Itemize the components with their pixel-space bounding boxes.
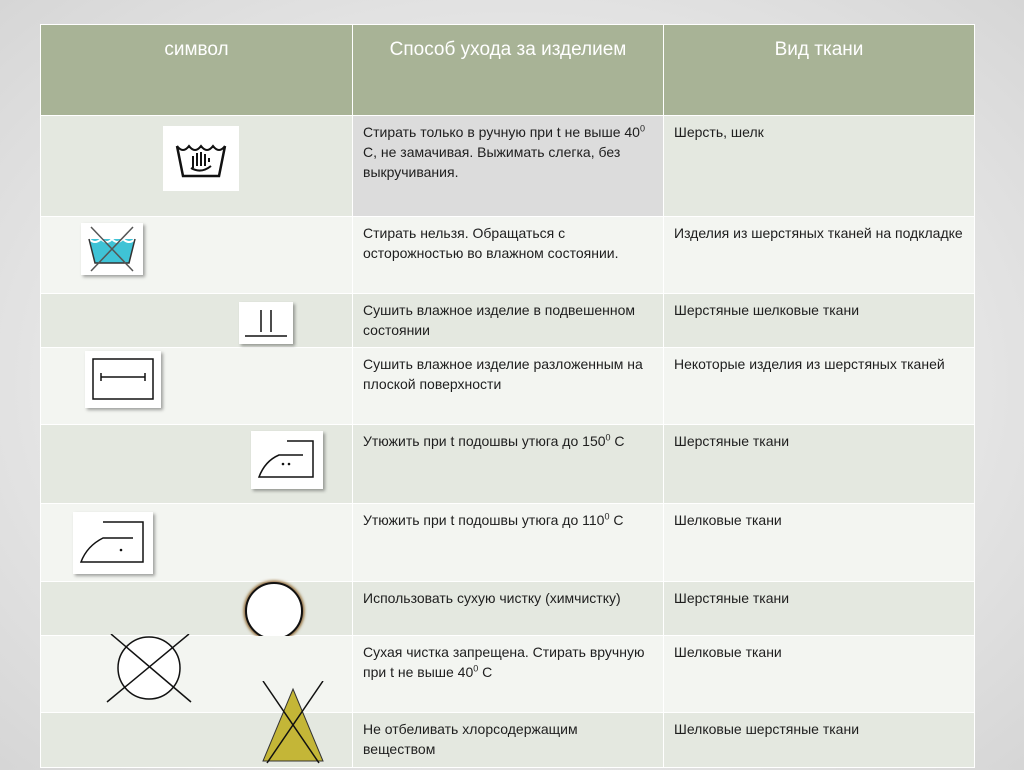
fabric-cell: Шелковые шерстяные ткани [664,713,975,768]
symbol-cell [41,713,353,768]
table-row [41,636,975,713]
fabric-cell: Шелковые ткани [664,504,975,582]
table-row [41,348,975,425]
symbol-cell [41,504,353,582]
table-row [41,425,975,504]
symbol-cell [41,116,353,217]
care-cell: Использовать сухую чистку (химчистку) [353,582,664,636]
fabric-cell: Шерстяные шелковые ткани [664,294,975,348]
table-row [41,294,975,348]
no-wash-icon [81,223,143,275]
header-symbol: символ [41,25,353,116]
symbol-cell [41,425,353,504]
hand-wash-icon [163,126,239,191]
care-cell: Не отбеливать хлорсодержащим веществом [353,713,664,768]
header-fabric: Вид ткани [664,25,975,116]
care-cell: Сухая чистка запрещена. Стирать вручную при t не выше $40^0$ С [353,636,664,713]
header-care: Способ ухода за изделием [353,25,664,116]
table-row [41,713,975,768]
care-cell: Сушить влажное изделие в подвешенном состоянии [353,294,664,348]
flat-dry-icon [85,351,161,408]
fabric-cell: Шелковые ткани [664,636,975,713]
care-cell: Стирать только в ручную при t не выше $40^0$ С, не замачивая. Выжимать слегка, без выкручивания. [353,116,664,217]
no-dry-clean-icon [103,634,193,711]
iron-two-dots-icon [251,431,323,489]
fabric-cell: Шерсть, шелк [664,116,975,217]
line-dry-icon [239,302,293,344]
fabric-cell: Некоторые изделия из шерстяных тканей [664,348,975,425]
fabric-cell: Шерстяные ткани [664,582,975,636]
symbol-cell [41,217,353,294]
symbol-cell [41,348,353,425]
care-cell: Утюжить при t подошвы утюга до $150^0$ С [353,425,664,504]
care-cell: Сушить влажное изделие разложенным на плоской поверхности [353,348,664,425]
table-header-row [41,25,975,116]
table-row [41,217,975,294]
symbol-cell [41,294,353,348]
care-symbols-table [40,24,975,768]
care-cell: Утюжить при t подошвы утюга до $110^0$ С [353,504,664,582]
symbol-cell [41,582,353,636]
table-row [41,504,975,582]
fabric-cell: Шерстяные ткани [664,425,975,504]
table-row [41,582,975,636]
no-bleach-icon [259,681,329,770]
iron-one-dot-icon [73,512,153,574]
care-cell: Стирать нельзя. Обращаться с осторожностью во влажном состоянии. [353,217,664,294]
fabric-cell: Изделия из шерстяных тканей на подкладке [664,217,975,294]
slide [40,24,974,757]
table-row [41,116,975,217]
